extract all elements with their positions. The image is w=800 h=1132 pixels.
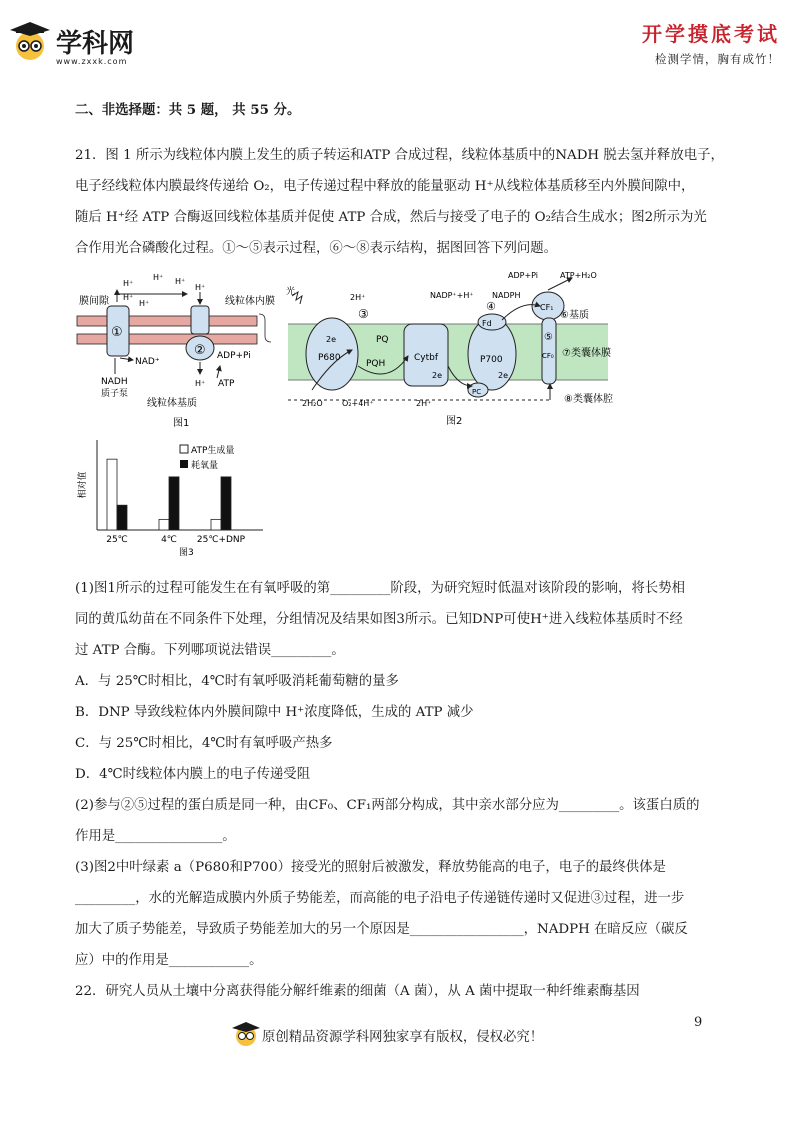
bar-atp xyxy=(107,459,117,530)
svg-text:2e: 2e xyxy=(432,371,443,380)
figure-3-caption: 图3 xyxy=(179,548,194,558)
exam-title: 开学摸底考试 xyxy=(642,22,780,46)
x-tick-label: 25℃+DNP xyxy=(196,535,246,545)
legend-swatch-oxygen xyxy=(180,460,188,468)
header-right xyxy=(642,18,780,67)
svg-text:NADH: NADH xyxy=(101,377,128,387)
figure-3-chart xyxy=(75,435,275,560)
svg-text:质子泵: 质子泵 xyxy=(101,389,129,399)
q21-3-line: _________，水的光解造成膜内外质子势能差，而高能的电子沿电子传递链传递时又促进③过程，进一步 xyxy=(75,891,685,906)
svg-text:①: ① xyxy=(111,325,123,340)
svg-text:ADP+Pi: ADP+Pi xyxy=(217,351,251,361)
q21-line: 随后 H⁺经 ATP 合酶返回线粒体基质并促使 ATP 合成，然后与接受了电子的 O₂结合生成水；图2所示为光 xyxy=(75,210,707,225)
logo-text: 学科网 xyxy=(56,29,135,59)
svg-text:⑧类囊体腔: ⑧类囊体腔 xyxy=(564,394,613,405)
svg-text:ADP+Pi: ADP+Pi xyxy=(508,271,539,280)
page-number: 9 xyxy=(694,1015,703,1030)
svg-text:ATP+H₂O: ATP+H₂O xyxy=(560,271,597,280)
svg-text:ATP: ATP xyxy=(218,379,235,389)
svg-text:②: ② xyxy=(194,343,206,358)
bar-oxygen xyxy=(117,505,127,530)
svg-text:2e: 2e xyxy=(498,371,509,380)
svg-text:Cytbf: Cytbf xyxy=(414,353,439,363)
legend-oxygen: 耗氧量 xyxy=(191,461,219,471)
q21-3-line: 加大了质子势能差，导致质子势能差加大的另一个原因是_________________，NADPH 在暗反应（碳反 xyxy=(75,922,688,937)
svg-text:2e: 2e xyxy=(326,335,337,344)
svg-text:PQH: PQH xyxy=(366,359,386,369)
svg-text:NAD⁺: NAD⁺ xyxy=(135,357,160,367)
q21-line: 21．图 1 所示为线粒体内膜上发生的质子转运和ATP 合成过程，线粒体基质中的NADH 脱去氢并释放电子， xyxy=(75,148,724,163)
svg-text:PC: PC xyxy=(472,388,482,396)
svg-text:⑥基质: ⑥基质 xyxy=(560,310,589,321)
x-tick-label: 25℃ xyxy=(106,535,128,545)
option-b: B．DNP 导致线粒体内外膜间隙中 H⁺浓度降低，生成的 ATP 减少 xyxy=(75,705,474,720)
svg-text:PQ: PQ xyxy=(376,335,389,345)
svg-text:④: ④ xyxy=(486,300,496,313)
q21-line: 合作用光合磷酸化过程。①～⑤表示过程，⑥～⑧表示结构，据图回答下列问题。 xyxy=(75,241,558,256)
option-c: C．与 25℃时相比，4℃时有氧呼吸产热多 xyxy=(75,736,333,751)
q21-3-line: (3)图2中叶绿素 a（P680和P700）接受光的照射后被激发，释放势能高的电子，电子的最终供体是 xyxy=(75,860,666,875)
svg-text:CF₀: CF₀ xyxy=(542,352,554,360)
svg-text:⑤: ⑤ xyxy=(544,332,553,343)
chart-ylabel: 相对值 xyxy=(78,471,88,499)
svg-text:2H⁺: 2H⁺ xyxy=(416,399,432,408)
svg-text:NADPH: NADPH xyxy=(492,291,521,300)
inner-membrane-label: 线粒体内膜 xyxy=(225,296,275,307)
legend-atp: ATP生成量 xyxy=(191,446,235,456)
svg-text:H⁺: H⁺ xyxy=(123,293,134,302)
q21-line: 电子经线粒体内膜最终传递给 O₂，电子传递过程中释放的能量驱动 H⁺从线粒体基质移至内外膜间隙中， xyxy=(75,179,695,194)
q21-1-line: 同的黄瓜幼苗在不同条件下处理，分组情况及结果如图3所示。已知DNP可使H⁺进入线粒体基质时不经 xyxy=(75,612,683,627)
q21-2-line: (2)参与②⑤过程的蛋白质是同一种，由CF₀、CF₁两部分构成，其中亲水部分应为_________。该蛋白质的 xyxy=(75,798,700,813)
svg-text:H⁺: H⁺ xyxy=(153,273,164,282)
svg-text:P700: P700 xyxy=(480,355,503,365)
svg-text:光: 光 xyxy=(286,287,296,297)
bar-atp xyxy=(211,519,221,530)
figure-1-caption: 图1 xyxy=(173,418,190,429)
q21-1-line: 过 ATP 合酶。下列哪项说法错误_________。 xyxy=(75,643,345,658)
q21-2-line: 作用是________________。 xyxy=(75,829,236,844)
section-title: 二、非选择题：共 5 题， 共 55 分。 xyxy=(75,102,301,118)
svg-text:③: ③ xyxy=(358,307,369,321)
svg-text:2H⁺: 2H⁺ xyxy=(350,293,366,302)
bar-atp xyxy=(159,519,169,530)
svg-text:H⁺: H⁺ xyxy=(175,277,186,286)
svg-text:H⁺: H⁺ xyxy=(123,279,134,288)
q22-line: 22．研究人员从土壤中分离获得能分解纤维素的细菌（A 菌），从 A 菌中提取一种纤维素酶基因 xyxy=(75,984,640,999)
exam-subtitle: 检测学情，胸有成竹！ xyxy=(655,52,780,66)
bar-oxygen xyxy=(169,477,179,530)
q21-1-line: (1)图1所示的过程可能发生在有氧呼吸的第_________阶段，为研究短时低温对该阶段的影响，将长势相 xyxy=(75,581,685,596)
svg-text:H⁺: H⁺ xyxy=(195,283,206,292)
svg-text:O₂+4H⁺: O₂+4H⁺ xyxy=(342,399,374,408)
intermembrane-label: 膜间隙 xyxy=(79,296,109,307)
svg-text:Fd: Fd xyxy=(482,319,492,328)
svg-text:CF₁: CF₁ xyxy=(540,303,554,312)
site-logo xyxy=(10,18,210,66)
x-tick-label: 4℃ xyxy=(161,535,177,545)
svg-text:⑦类囊体膜: ⑦类囊体膜 xyxy=(562,348,611,359)
option-d: D．4℃时线粒体内膜上的电子传递受阻 xyxy=(75,767,311,782)
svg-text:P680: P680 xyxy=(318,353,341,363)
logo-url: www.zxxk.com xyxy=(56,57,128,66)
matrix-label: 线粒体基质 xyxy=(147,398,197,409)
footer-mascot-icon xyxy=(232,1020,260,1048)
legend-swatch-atp xyxy=(180,445,188,453)
logo-mascot-icon xyxy=(10,18,210,66)
option-a: A．与 25℃时相比，4℃时有氧呼吸消耗葡萄糖的量多 xyxy=(75,674,399,689)
q21-3-line: 应）中的作用是____________。 xyxy=(75,953,263,968)
bar-oxygen xyxy=(221,477,231,530)
svg-text:2H₂O: 2H₂O xyxy=(302,399,323,408)
figure-1 xyxy=(75,266,290,431)
svg-text:NADP⁺+H⁺: NADP⁺+H⁺ xyxy=(430,291,474,300)
figure-2-caption: 图2 xyxy=(446,416,463,427)
footer-copyright: 原创精品资源学科网独家享有版权，侵权必究！ xyxy=(262,1030,544,1045)
svg-text:H⁺: H⁺ xyxy=(195,379,206,388)
figure-2 xyxy=(282,266,662,431)
svg-text:H⁺: H⁺ xyxy=(139,299,150,308)
